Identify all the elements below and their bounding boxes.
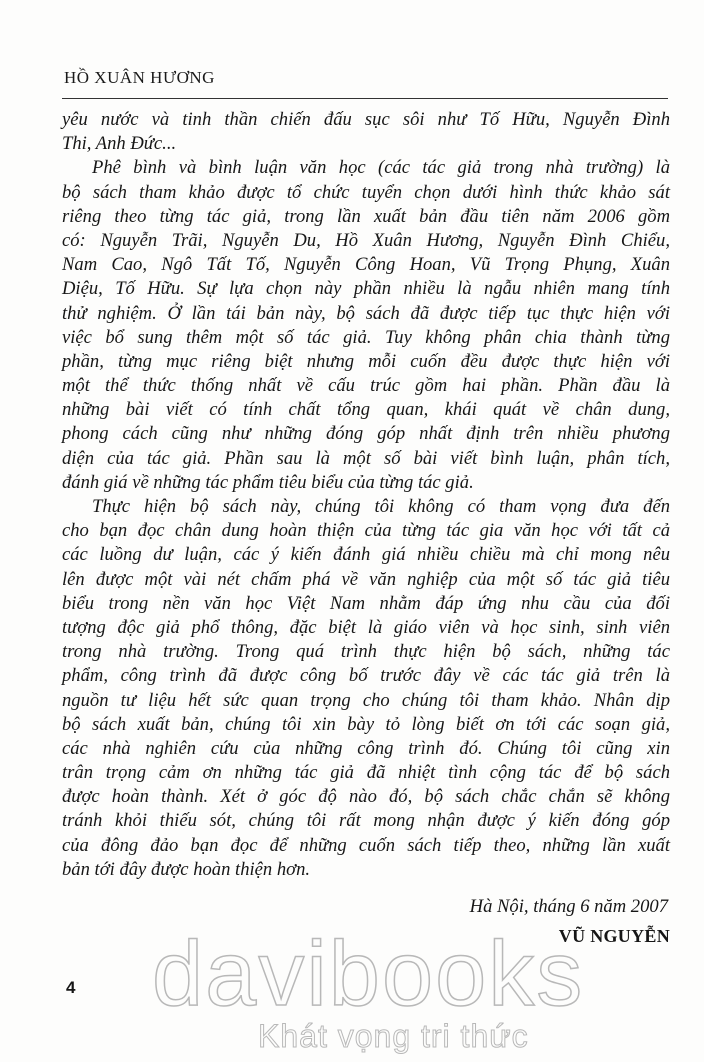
text-line: Diệu, Tố Hữu. Sự lựa chọn này phần nhiều là ngẫu nhiên mang tính — [62, 278, 670, 300]
text-line: thử nghiệm. Ở lần tái bản này, bộ sách đã được tiếp tục thực hiện với — [62, 302, 670, 324]
text-line: phong cách cũng như những đóng góp nhất định trên nhiều phương — [62, 423, 670, 445]
text-line: lên được một vài nét chấm phá về văn nghiệp của một số tác giả tiêu — [62, 568, 670, 590]
text-line: tượng độc giả phổ thông, đặc biệt là giáo viên và học sinh, sinh viên — [62, 616, 670, 638]
watermark-logo: davibooks — [152, 923, 585, 1025]
text-line: bộ sách tham khảo được tổ chức tuyển chọn dưới hình thức khảo sát — [62, 181, 670, 203]
text-line: một thể thức thống nhất về cấu trúc gồm hai phần. Phần đầu là — [62, 375, 670, 397]
text-line: được hoàn thành. Xét ở góc độ nào đó, bộ sách chắc chắn sẽ không — [62, 786, 670, 808]
text-line: Nam Cao, Ngô Tất Tố, Nguyễn Công Hoan, Vũ Trọng Phụng, Xuân — [62, 254, 670, 276]
text-line: cho bạn đọc chân dung hoàn thiện của từng tác gia văn học với tất cả — [62, 520, 670, 542]
watermark-tagline: Khát vọng tri thức — [258, 1018, 529, 1054]
text-line: diện của tác giả. Phần sau là một số bài viết bình luận, phân tích, — [62, 447, 670, 469]
text-line: phần, từng mục riêng biệt nhưng mỗi cuốn đều được thực hiện với — [62, 350, 670, 372]
text-line: bản tới đây được hoàn thiện hơn. — [62, 858, 311, 880]
text-line: các luồng dư luận, các ý kiến đánh giá nhiều chiều mà chỉ mong nêu — [62, 544, 670, 566]
signature-author: VŨ NGUYỄN — [558, 926, 670, 946]
text-line: yêu nước và tinh thần chiến đấu sục sôi như Tố Hữu, Nguyễn Đình — [62, 109, 670, 130]
text-line: Thực hiện bộ sách này, chúng tôi không có tham vọng đưa đến — [92, 496, 670, 517]
text-line: bộ sách xuất bản, chúng tôi xin bày tỏ lòng biết ơn tới các soạn giả, — [62, 713, 670, 735]
text-line: Thi, Anh Đức... — [62, 133, 177, 155]
header-rule — [62, 98, 668, 99]
text-line: có: Nguyễn Trãi, Nguyễn Du, Hồ Xuân Hương, Nguyễn Đình Chiểu, — [62, 229, 670, 251]
body-text — [62, 108, 670, 882]
text-line: các nhà nghiên cứu của những công trình đó. Chúng tôi cũng xin — [62, 737, 670, 759]
text-line: nguồn tư liệu hết sức quan trọng cho chúng tôi tham khảo. Nhân dịp — [62, 689, 670, 711]
running-header: HỒ XUÂN HƯƠNG — [64, 68, 215, 87]
text-line: Phê bình và bình luận văn học (các tác giả trong nhà trường) là — [92, 157, 670, 179]
text-line: những bài viết có tính chất tổng quan, khái quát về chân dung, — [62, 399, 670, 421]
text-line: phẩm, công trình đã được công bố trước đây về các tác giả trên là — [62, 665, 670, 687]
text-line: việc bổ sung thêm một số tác giả. Tuy không phân chia thành từng — [62, 326, 670, 348]
signature-place-date: Hà Nội, tháng 6 năm 2007 — [469, 896, 668, 917]
text-line: biểu trong nền văn học Việt Nam nhằm đáp ứng nhu cầu của đối — [62, 592, 670, 614]
text-line: riêng theo từng tác giả, trong lần xuất bản đầu tiên năm 2006 gồm — [62, 205, 670, 227]
text-line: đánh giá về những tác phẩm tiêu biểu của từng tác giả. — [62, 471, 474, 493]
page-number: 4 — [66, 978, 76, 997]
text-line: tránh khỏi thiếu sót, chúng tôi rất mong nhận được ý kiến đóng góp — [62, 810, 670, 832]
text-line: trong nhà trường. Trong quá trình thực hiện bộ sách, những tác — [62, 641, 670, 663]
text-line: trân trọng cảm ơn những tác giả đã nhiệt tình cộng tác để bộ sách — [62, 762, 670, 784]
text-line: của đông đảo bạn đọc để những cuốn sách tiếp theo, những lần xuất — [62, 834, 670, 856]
